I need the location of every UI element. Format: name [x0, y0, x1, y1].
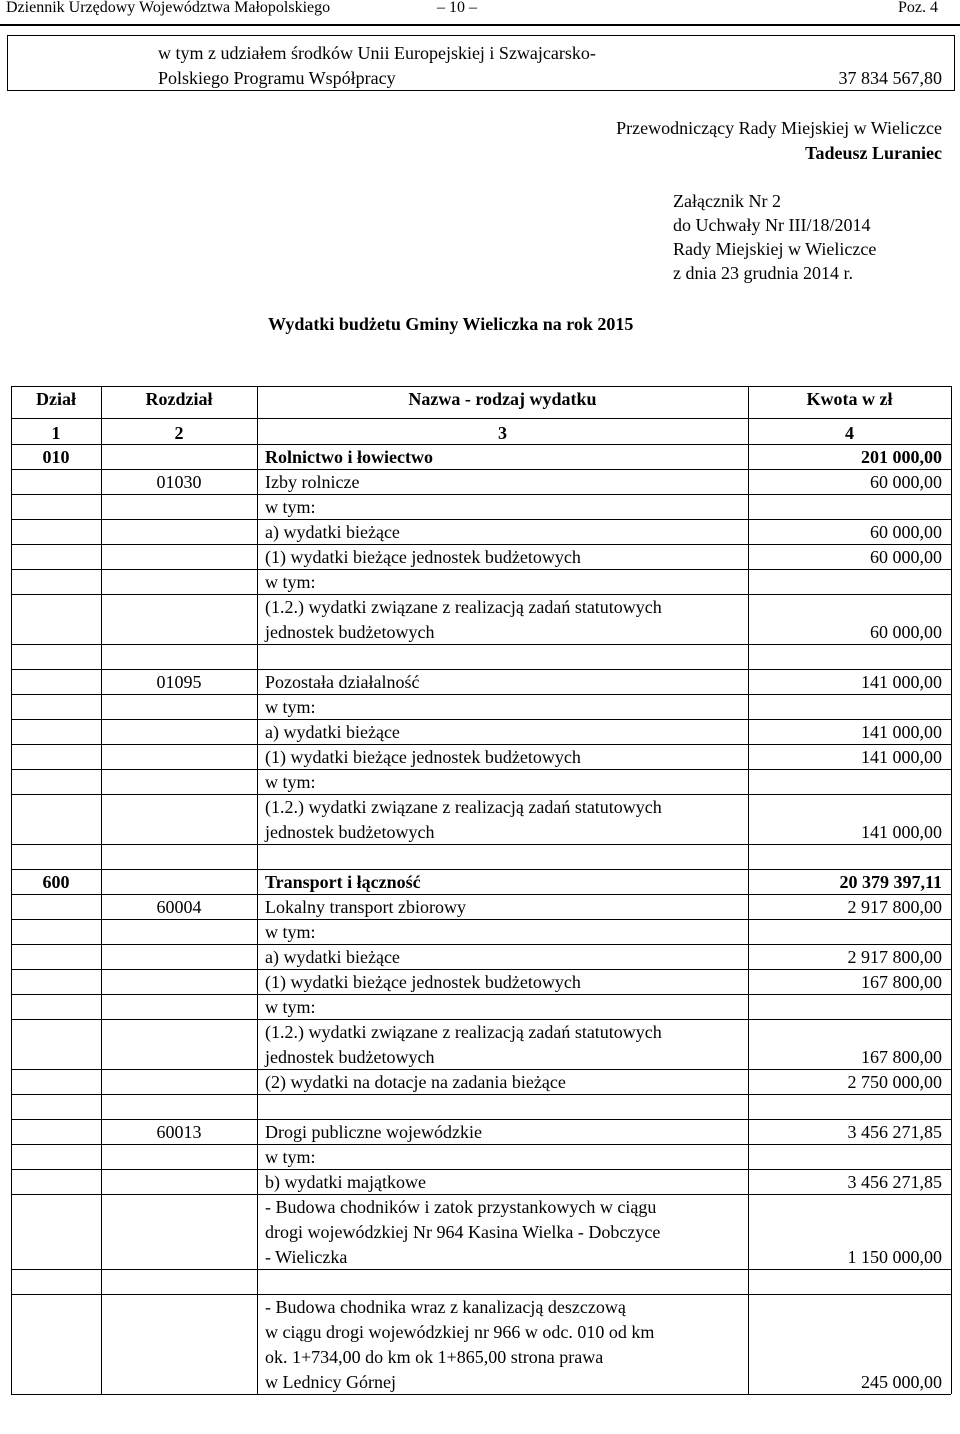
row-dzial — [13, 1145, 99, 1170]
row-dzial: 600 — [42, 872, 70, 892]
row-rozdzial — [103, 845, 255, 870]
row-name — [265, 645, 746, 670]
row-amount: 60 000,00 — [870, 522, 942, 542]
row-rozdzial — [103, 595, 255, 645]
row-rozdzial: 60013 — [156, 1122, 202, 1142]
colnum-1: 1 — [51, 423, 61, 443]
row-amount: 2 917 800,00 — [847, 947, 942, 967]
row-dzial — [13, 670, 99, 695]
row-rozdzial — [103, 495, 255, 520]
row-rozdzial — [103, 695, 255, 720]
row-amount — [748, 1145, 942, 1170]
row-amount: 3 456 271,85 — [847, 1172, 942, 1192]
row-name: (1) wydatki bieżące jednostek budżetowych — [265, 747, 581, 767]
row-rozdzial — [103, 1170, 255, 1195]
row-dzial — [13, 895, 99, 920]
row-name: (1) wydatki bieżące jednostek budżetowych — [265, 547, 581, 567]
row-dzial — [13, 920, 99, 945]
row-amount: 141 000,00 — [861, 747, 942, 767]
row-amount: 3 456 271,85 — [847, 1122, 942, 1142]
row-dzial — [13, 520, 99, 545]
row-rozdzial — [103, 770, 255, 795]
section-name: Rolnictwo i łowiectwo — [265, 447, 433, 467]
top-box-amount: 37 834 567,80 — [838, 68, 942, 88]
row-rozdzial — [103, 745, 255, 770]
row-dzial — [13, 745, 99, 770]
row-amount: 141 000,00 — [861, 672, 942, 692]
row-rozdzial — [103, 570, 255, 595]
section-amount: 20 379 397,11 — [839, 872, 942, 892]
row-name: Drogi publiczne wojewódzkie — [265, 1122, 482, 1142]
row-dzial — [13, 570, 99, 595]
row-rozdzial — [103, 645, 255, 670]
section-amount: 201 000,00 — [861, 447, 942, 467]
row-dzial — [13, 495, 99, 520]
row-dzial — [13, 1120, 99, 1145]
row-dzial — [13, 970, 99, 995]
position-number: Poz. 4 — [898, 0, 938, 16]
row-rozdzial — [103, 1095, 255, 1120]
row-name — [265, 1270, 746, 1295]
row-rozdzial — [103, 1195, 255, 1270]
col-divider-2 — [257, 386, 258, 1394]
row-name: w tym: — [265, 572, 316, 592]
row-rozdzial — [103, 720, 255, 745]
journal-title: Dziennik Urzędowy Województwa Małopolskiego — [6, 0, 331, 16]
row-amount: 2 917 800,00 — [847, 897, 942, 917]
top-box-line1: w tym z udziałem środków Unii Europejskiej i Szwajcarsko- — [158, 43, 596, 63]
row-dzial — [13, 1095, 99, 1120]
row-amount — [748, 645, 942, 670]
row-rozdzial — [103, 545, 255, 570]
row-name: (1) wydatki bieżące jednostek budżetowych — [265, 972, 581, 992]
row-dzial — [13, 695, 99, 720]
row-name: w tym: — [265, 997, 316, 1017]
row-name — [265, 1095, 746, 1120]
row-amount — [748, 845, 942, 870]
header-dzial: Dział — [36, 389, 76, 409]
row-rozdzial — [103, 1145, 255, 1170]
row-dzial — [13, 1195, 99, 1270]
header-nazwa: Nazwa - rodzaj wydatku — [408, 389, 597, 409]
row-dzial — [13, 1070, 99, 1095]
row-amount — [748, 695, 942, 720]
annex-line3: Rady Miejskiej w Wieliczce — [673, 239, 877, 259]
row-name: Pozostała działalność — [265, 672, 420, 692]
row-name: - Budowa chodników i zatok przystankowych w ciągu drogi wojewódzkiej Nr 964 Kasina Wielka - Dobczyce - Wieliczka — [265, 1197, 661, 1267]
row-amount: 60 000,00 — [870, 622, 942, 642]
page-number: – 10 – — [437, 0, 477, 16]
row-amount: 2 750 000,00 — [847, 1072, 942, 1092]
row-rozdzial — [103, 520, 255, 545]
row-name: w tym: — [265, 922, 316, 942]
header-kwota: Kwota w zł — [806, 389, 893, 409]
row-rozdzial — [103, 1070, 255, 1095]
row-rozdzial — [103, 1270, 255, 1295]
signature-name: Tadeusz Luraniec — [805, 143, 942, 163]
row-name: Lokalny transport zbiorowy — [265, 897, 466, 917]
row-name: (1.2.) wydatki związane z realizacją zadań statutowych jednostek budżetowych — [265, 1022, 662, 1067]
row-name: (1.2.) wydatki związane z realizacją zadań statutowych jednostek budżetowych — [265, 597, 662, 642]
row-dzial — [13, 545, 99, 570]
annex-line4: z dnia 23 grudnia 2014 r. — [673, 263, 853, 283]
header-separator — [11, 418, 951, 419]
row-amount — [748, 770, 942, 795]
row-name — [265, 845, 746, 870]
row-name: a) wydatki bieżące — [265, 722, 400, 742]
header-rozdzial: Rozdział — [145, 389, 213, 409]
row-amount: 60 000,00 — [870, 547, 942, 567]
row-rozdzial: 01095 — [156, 672, 202, 692]
row-rozdzial — [103, 995, 255, 1020]
row-amount: 245 000,00 — [861, 1372, 942, 1392]
col-divider-3 — [748, 386, 749, 1394]
row-name: (2) wydatki na dotacje na zadania bieżące — [265, 1072, 566, 1092]
table-left-border — [11, 386, 12, 1394]
signature-role: Przewodniczący Rady Miejskiej w Wieliczce — [616, 118, 942, 138]
row-dzial — [13, 770, 99, 795]
row-amount — [748, 495, 942, 520]
row-dzial — [13, 945, 99, 970]
row-rozdzial — [103, 920, 255, 945]
row-dzial — [13, 720, 99, 745]
row-rozdzial — [103, 445, 255, 470]
row-dzial — [13, 995, 99, 1020]
row-dzial — [13, 470, 99, 495]
row-dzial — [13, 645, 99, 670]
row-rozdzial: 01030 — [156, 472, 202, 492]
row-dzial — [13, 795, 99, 845]
row-name: Izby rolnicze — [265, 472, 360, 492]
row-name: b) wydatki majątkowe — [265, 1172, 426, 1192]
row-dzial — [13, 595, 99, 645]
colnum-3: 3 — [498, 423, 507, 443]
table-right-border — [951, 386, 952, 1394]
row-amount: 167 800,00 — [861, 1047, 942, 1067]
row-amount: 141 000,00 — [861, 722, 942, 742]
row-amount: 167 800,00 — [861, 972, 942, 992]
row-amount — [748, 995, 942, 1020]
row-separator — [11, 1394, 951, 1395]
row-name: a) wydatki bieżące — [265, 522, 400, 542]
row-dzial — [13, 1295, 99, 1395]
annex-line2: do Uchwały Nr III/18/2014 — [673, 215, 871, 235]
row-name: w tym: — [265, 697, 316, 717]
row-dzial — [13, 1170, 99, 1195]
row-amount — [748, 920, 942, 945]
row-amount — [748, 1095, 942, 1120]
row-name: a) wydatki bieżące — [265, 947, 400, 967]
row-rozdzial — [103, 1295, 255, 1395]
row-name: w tym: — [265, 497, 316, 517]
row-dzial — [13, 1020, 99, 1070]
row-name: (1.2.) wydatki związane z realizacją zadań statutowych jednostek budżetowych — [265, 797, 662, 842]
row-dzial — [13, 1270, 99, 1295]
row-amount: 141 000,00 — [861, 822, 942, 842]
row-name: w tym: — [265, 772, 316, 792]
row-amount — [748, 570, 942, 595]
row-rozdzial — [103, 945, 255, 970]
colnum-2: 2 — [174, 423, 184, 443]
row-rozdzial — [103, 870, 255, 895]
row-amount: 1 150 000,00 — [847, 1247, 942, 1267]
section-name: Transport i łączność — [265, 872, 421, 892]
row-dzial — [13, 845, 99, 870]
row-name: - Budowa chodnika wraz z kanalizacją deszczową w ciągu drogi wojewódzkiej nr 966 w odc. 010 od km ok. 1+734,00 do km ok 1+865,00 strona prawa w Lednicy Górnej — [265, 1297, 655, 1392]
top-box-line2: Polskiego Programu Współpracy — [158, 68, 396, 88]
row-rozdzial — [103, 795, 255, 845]
annex-line1: Załącznik Nr 2 — [673, 191, 781, 211]
document-title: Wydatki budżetu Gminy Wieliczka na rok 2015 — [268, 314, 634, 334]
row-name: w tym: — [265, 1147, 316, 1167]
row-amount — [748, 1270, 942, 1295]
row-rozdzial — [103, 970, 255, 995]
col-divider-1 — [101, 386, 102, 1394]
row-rozdzial — [103, 1020, 255, 1070]
row-rozdzial: 60004 — [156, 897, 202, 917]
colnum-4: 4 — [845, 423, 854, 443]
row-amount: 60 000,00 — [870, 472, 942, 492]
row-dzial: 010 — [42, 447, 70, 467]
